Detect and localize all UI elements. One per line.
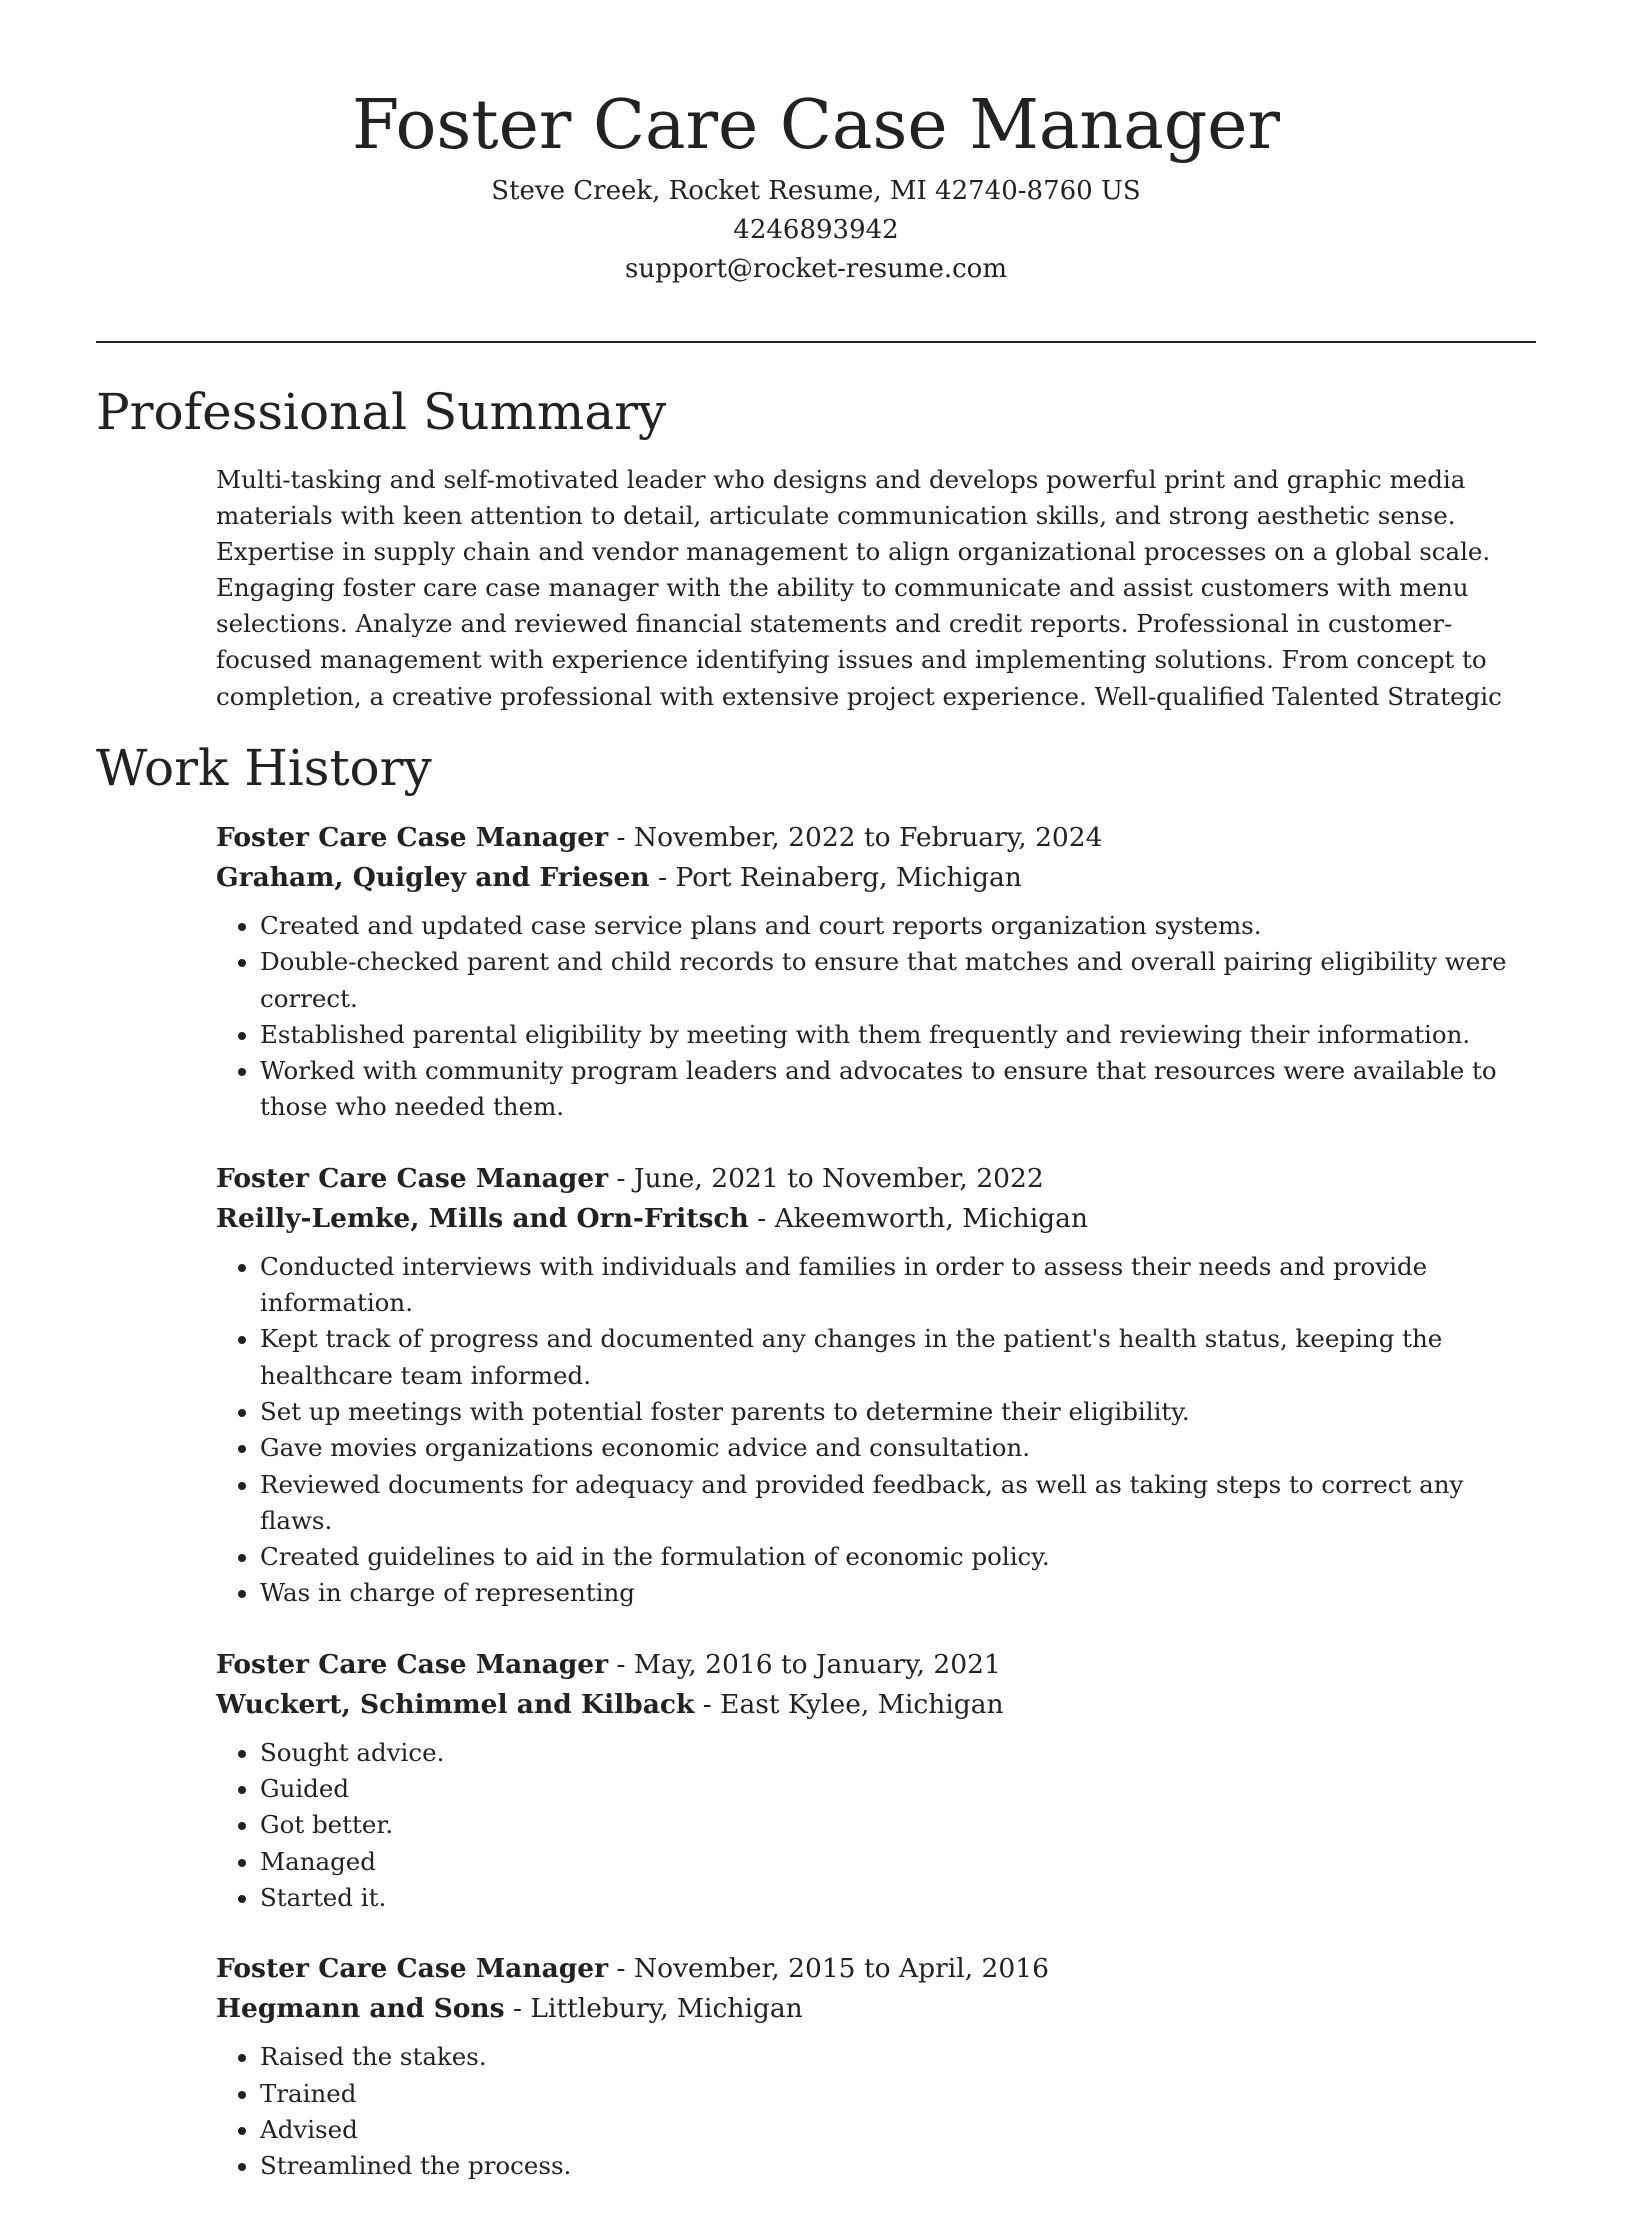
job-dates: - May, 2016 to January, 2021: [608, 1648, 1001, 1680]
job-bullet: • Created and updated case service plans and court reports organization systems.: [260, 908, 1536, 944]
job-company-line: [216, 1685, 1536, 1725]
summary-text: Multi-tasking and self-motivated leader who designs and develops powerful print and graphic media materials with keen attention to detail, articulate communication skills, and strong aesthetic sense. Expertise in supply chain and vendor management to align organizational processes on a global scale. Engaging foster care case manager with the ability to communicate and assist customers with menu selections. Analyze and reviewed financial statements and credit reports. Professional in customer-focused management with experience identifying issues and implementing solutions. From concept to completion, a creative professional with extensive project experience. Well-qualified Talented Strategic: [216, 465, 1502, 711]
job-bullet: • Advised: [260, 2112, 1536, 2148]
job-bullet: • Reviewed documents for adequacy and provided feedback, as well as taking steps to correct any flaws.: [260, 1467, 1536, 1540]
job-location: - Port Reinaberg, Michigan: [649, 862, 1022, 893]
job-title-line: [216, 1159, 1536, 1199]
work-history-list: [216, 818, 1536, 2217]
job-bullet: • Established parental eligibility by meeting with them frequently and reviewing their information.: [260, 1017, 1536, 1053]
job-company: Graham, Quigley and Friesen: [216, 862, 650, 893]
job-company: Hegmann and Sons: [216, 1993, 505, 2025]
job-bullet: • Created guidelines to aid in the formulation of economic policy.: [260, 1539, 1536, 1575]
job-company: Wuckert, Schimmel and Kilback: [216, 1688, 695, 1720]
job-bullet: • Started it.: [260, 1880, 1536, 1916]
job-company-line: [216, 1199, 1536, 1239]
job-bullet: • Double-checked parent and child records to ensure that matches and overall pairing eligibility were correct.: [260, 944, 1536, 1017]
job-bullet-list: [216, 1249, 1536, 1612]
job-title: Foster Care Case Manager: [216, 1648, 609, 1680]
job-dates: - June, 2021 to November, 2022: [608, 1162, 1044, 1194]
job-location: - Akeemworth, Michigan: [748, 1202, 1088, 1234]
resume-header: [96, 80, 1536, 289]
job-title: Foster Care Case Manager: [216, 1162, 609, 1194]
job-title-line: [216, 1645, 1536, 1685]
candidate-name: Foster Care Case Manager: [351, 86, 1281, 165]
job-title-line: [216, 1949, 1536, 1989]
job-bullet: • Was in charge of representing: [260, 1575, 1536, 1611]
work-history-heading: Work History: [96, 739, 432, 797]
job-bullet-list: [216, 1735, 1536, 1916]
job-company: Reilly-Lemke, Mills and Orn-Fritsch: [216, 1202, 749, 1234]
job-location: - East Kylee, Michigan: [694, 1688, 1004, 1720]
phone-number: 4246893942: [733, 215, 899, 245]
job-dates: - November, 2015 to April, 2016: [608, 1953, 1049, 1985]
job-title-line: [216, 818, 1536, 858]
job-entry: [216, 818, 1536, 1126]
job-bullet: • Got better.: [260, 1807, 1536, 1843]
job-bullet: • Kept track of progress and documented any changes in the patient's health status, keeping the healthcare team informed.: [260, 1321, 1536, 1394]
job-dates: - November, 2022 to February, 2024: [608, 822, 1103, 853]
address: Steve Creek, Rocket Resume, MI 42740-8760 US: [491, 176, 1141, 206]
job-bullet: • Raised the stakes.: [260, 2039, 1536, 2075]
header-divider: [96, 341, 1536, 343]
job-entry: [216, 1645, 1536, 1916]
job-title: Foster Care Case Manager: [216, 1953, 609, 1985]
job-bullet: • Streamlined the process.: [260, 2148, 1536, 2184]
job-title: Foster Care Case Manager: [216, 822, 609, 853]
job-company-line: [216, 858, 1536, 898]
job-company-line: [216, 1989, 1536, 2029]
job-bullet: • Gave movies organizations economic advice and consultation.: [260, 1430, 1536, 1466]
summary-heading: Professional Summary: [96, 383, 667, 441]
job-bullet: • Set up meetings with potential foster parents to determine their eligibility.: [260, 1394, 1536, 1430]
job-location: - Littlebury, Michigan: [504, 1993, 803, 2025]
job-bullet-list: [216, 908, 1536, 1126]
job-entry: [216, 1159, 1536, 1612]
email-address: support@rocket-resume.com: [624, 254, 1007, 284]
job-bullet: • Sought advice.: [260, 1735, 1536, 1771]
job-entry: [216, 1949, 1536, 2184]
job-bullet: • Conducted interviews with individuals and families in order to assess their needs and provide information.: [260, 1249, 1536, 1322]
job-bullet: • Guided: [260, 1771, 1536, 1807]
job-bullet: • Worked with community program leaders and advocates to ensure that resources were available to those who needed them.: [260, 1053, 1536, 1126]
job-bullet: • Trained: [260, 2076, 1536, 2112]
job-bullet: • Managed: [260, 1844, 1536, 1880]
